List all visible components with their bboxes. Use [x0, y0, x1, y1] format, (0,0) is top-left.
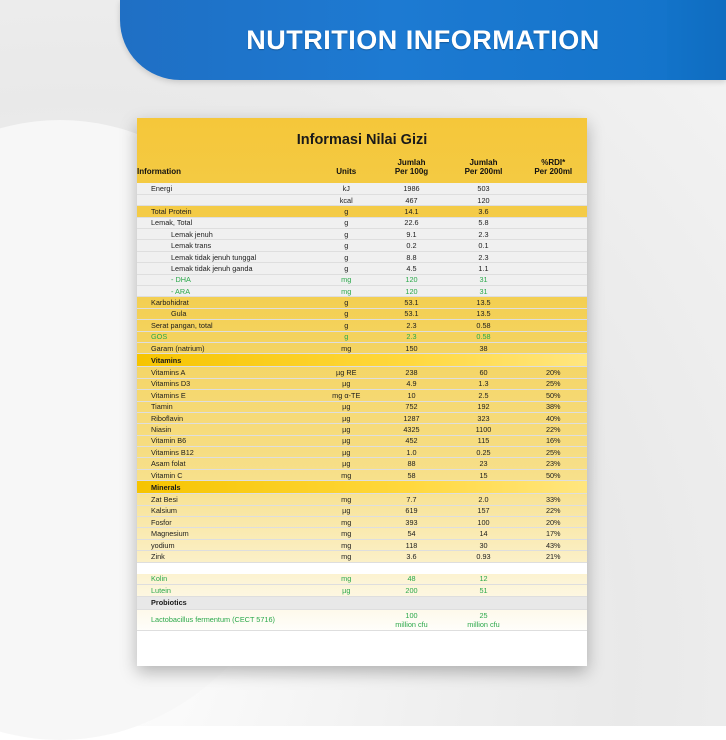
- nutrition-card-top: [137, 118, 587, 637]
- cell-rdi: [520, 240, 588, 251]
- cell-per-200ml: 120: [448, 194, 520, 205]
- cell-information: [137, 194, 317, 205]
- cell-per-200ml: 0.1: [448, 240, 520, 251]
- table-row: [137, 217, 587, 228]
- cell-per-200ml: 38: [448, 342, 520, 353]
- table-row: [137, 574, 587, 585]
- cell-per-100g: 100 million cfu: [376, 609, 448, 630]
- table-row: [137, 469, 587, 480]
- cell-per-100g: 14.1: [376, 206, 448, 217]
- cell-per-200ml: 0.93: [448, 551, 520, 562]
- cell-units: g: [317, 251, 376, 262]
- column-header-per-200ml-line2: Per 200ml: [464, 167, 503, 176]
- table-row: [137, 424, 587, 435]
- header-banner: [120, 0, 726, 80]
- column-header-rdi: [520, 156, 588, 183]
- cell-per-200ml: 13.5: [448, 297, 520, 308]
- cell-rdi: 23%: [520, 458, 588, 469]
- cell-rdi: 16%: [520, 435, 588, 446]
- cell-rdi: [520, 274, 588, 285]
- cell-information: Vitamin C: [137, 469, 317, 480]
- table-row: [137, 229, 587, 240]
- nutrition-table: [137, 156, 587, 631]
- table-row: [137, 435, 587, 446]
- cell-units: g: [317, 206, 376, 217]
- cell-information: Kalsium: [137, 505, 317, 516]
- cell-units: mg α-TE: [317, 390, 376, 401]
- cell-units: mg: [317, 342, 376, 353]
- cell-information: Zink: [137, 551, 317, 562]
- cell-per-200ml: 503: [448, 183, 520, 194]
- cell-rdi: 17%: [520, 528, 588, 539]
- section-probiotics: [137, 596, 587, 609]
- cell-per-200ml: 12: [448, 574, 520, 585]
- table-row: [137, 528, 587, 539]
- cell-per-200ml: 31: [448, 286, 520, 297]
- cell-rdi: [520, 206, 588, 217]
- table-row: [137, 274, 587, 285]
- section-label: Minerals: [137, 481, 587, 494]
- cell-per-100g: 4.5: [376, 263, 448, 274]
- table-row: [137, 297, 587, 308]
- cell-information: Gula: [137, 308, 317, 319]
- column-header-per-100g-line1: Jumlah: [397, 158, 426, 167]
- cell-units: µg RE: [317, 367, 376, 378]
- cell-units: mg: [317, 469, 376, 480]
- cell-per-100g: 4325: [376, 424, 448, 435]
- table-row: [137, 447, 587, 458]
- cell-units: µg: [317, 412, 376, 423]
- cell-per-200ml: 1.1: [448, 263, 520, 274]
- cell-rdi: 50%: [520, 390, 588, 401]
- cell-per-100g: 8.8: [376, 251, 448, 262]
- cell-per-200ml: 15: [448, 469, 520, 480]
- table-row: [137, 194, 587, 205]
- cell-rdi: 25%: [520, 378, 588, 389]
- cell-units: mg: [317, 551, 376, 562]
- cell-rdi: [520, 286, 588, 297]
- cell-units: mg: [317, 494, 376, 505]
- cell-units: g: [317, 263, 376, 274]
- column-header-per-200ml-line1: Jumlah: [469, 158, 498, 167]
- cell-per-100g: 1.0: [376, 447, 448, 458]
- cell-information: yodium: [137, 539, 317, 550]
- cell-per-100g: 58: [376, 469, 448, 480]
- cell-information: Asam folat: [137, 458, 317, 469]
- cell-per-200ml: 0.58: [448, 331, 520, 342]
- cell-per-100g: 467: [376, 194, 448, 205]
- cell-per-200ml: 23: [448, 458, 520, 469]
- cell-rdi: [520, 585, 588, 596]
- cell-per-100g: 619: [376, 505, 448, 516]
- cell-rdi: [520, 217, 588, 228]
- cell-units: kJ: [317, 183, 376, 194]
- cell-units: µg: [317, 447, 376, 458]
- cell-units: g: [317, 240, 376, 251]
- cell-information: Vitamins B12: [137, 447, 317, 458]
- cell-information: Riboflavin: [137, 412, 317, 423]
- cell-per-200ml: 2.5: [448, 390, 520, 401]
- section-vitamins: [137, 354, 587, 367]
- cell-rdi: 38%: [520, 401, 588, 412]
- cell-rdi: [520, 342, 588, 353]
- cell-information: Fosfor: [137, 517, 317, 528]
- table-row: [137, 286, 587, 297]
- column-header-per-200ml: [448, 156, 520, 183]
- cell-information: Karbohidrat: [137, 297, 317, 308]
- cell-per-100g: 393: [376, 517, 448, 528]
- cell-information: GOS: [137, 331, 317, 342]
- cell-information: Serat pangan, total: [137, 320, 317, 331]
- cell-units: µg: [317, 435, 376, 446]
- cell-units: g: [317, 308, 376, 319]
- cell-per-100g: 3.6: [376, 551, 448, 562]
- cell-information: - DHA: [137, 274, 317, 285]
- table-row: [137, 308, 587, 319]
- cell-per-100g: 752: [376, 401, 448, 412]
- cell-information: Vitamin B6: [137, 435, 317, 446]
- column-header-per-100g: [376, 156, 448, 183]
- section-label: Probiotics: [137, 596, 587, 609]
- cell-per-100g: 53.1: [376, 308, 448, 319]
- nutrition-table-title: Informasi Nilai Gizi: [296, 132, 428, 148]
- cell-rdi: [520, 331, 588, 342]
- cell-information: Lutein: [137, 585, 317, 596]
- column-header-per-100g-line2: Per 100g: [394, 167, 429, 176]
- cell-per-200ml: 51: [448, 585, 520, 596]
- cell-rdi: 40%: [520, 412, 588, 423]
- table-row: [137, 517, 587, 528]
- cell-rdi: [520, 320, 588, 331]
- cell-units: g: [317, 331, 376, 342]
- cell-per-100g: 10: [376, 390, 448, 401]
- cell-per-200ml: 14: [448, 528, 520, 539]
- cell-per-100g: 4.9: [376, 378, 448, 389]
- column-header-units: Units: [336, 167, 357, 176]
- table-row: [137, 320, 587, 331]
- cell-rdi: 22%: [520, 424, 588, 435]
- section-minerals: [137, 481, 587, 494]
- cell-rdi: [520, 609, 588, 630]
- nutrition-card: [137, 118, 587, 666]
- cell-per-200ml: 1100: [448, 424, 520, 435]
- cell-rdi: [520, 194, 588, 205]
- cell-per-200ml: 2.3: [448, 229, 520, 240]
- cell-information: Lemak, Total: [137, 217, 317, 228]
- cell-rdi: 20%: [520, 517, 588, 528]
- cell-rdi: 21%: [520, 551, 588, 562]
- cell-information: - ARA: [137, 286, 317, 297]
- cell-rdi: 43%: [520, 539, 588, 550]
- cell-information: Vitamins A: [137, 367, 317, 378]
- table-row: [137, 412, 587, 423]
- cell-rdi: [520, 308, 588, 319]
- cell-per-100g: 120: [376, 286, 448, 297]
- cell-units: g: [317, 320, 376, 331]
- cell-per-200ml: 100: [448, 517, 520, 528]
- table-row: [137, 367, 587, 378]
- cell-per-200ml: 1.3: [448, 378, 520, 389]
- cell-per-100g: 88: [376, 458, 448, 469]
- cell-per-200ml: 0.25: [448, 447, 520, 458]
- cell-information: Total Protein: [137, 206, 317, 217]
- cell-per-100g: 150: [376, 342, 448, 353]
- cell-units: kcal: [317, 194, 376, 205]
- cell-information: Vitamins E: [137, 390, 317, 401]
- cell-units: mg: [317, 517, 376, 528]
- cell-per-200ml: 5.8: [448, 217, 520, 228]
- table-row: [137, 551, 587, 562]
- table-row: [137, 390, 587, 401]
- cell-units: g: [317, 297, 376, 308]
- cell-information: Magnesium: [137, 528, 317, 539]
- cell-per-200ml: 157: [448, 505, 520, 516]
- cell-units: mg: [317, 539, 376, 550]
- column-header-rdi-line1: %RDI*: [541, 158, 566, 167]
- cell-rdi: [520, 229, 588, 240]
- table-row: [137, 206, 587, 217]
- table-row: [137, 378, 587, 389]
- cell-information: Garam (natrium): [137, 342, 317, 353]
- cell-information: Lactobacillus fermentum (CECT 5716): [137, 609, 317, 630]
- table-row: [137, 183, 587, 194]
- table-row: [137, 505, 587, 516]
- cell-units: µg: [317, 424, 376, 435]
- table-row: [137, 251, 587, 262]
- cell-information: Zat Besi: [137, 494, 317, 505]
- cell-per-100g: 0.2: [376, 240, 448, 251]
- table-header-row: [137, 156, 587, 183]
- cell-per-200ml: 323: [448, 412, 520, 423]
- cell-information: Tiamin: [137, 401, 317, 412]
- column-header-information: Information: [137, 167, 181, 176]
- table-row: [137, 609, 587, 630]
- cell-information: Niasin: [137, 424, 317, 435]
- table-row: [137, 263, 587, 274]
- cell-per-100g: 22.6: [376, 217, 448, 228]
- cell-information: Lemak trans: [137, 240, 317, 251]
- cell-per-200ml: 30: [448, 539, 520, 550]
- cell-per-100g: 2.3: [376, 331, 448, 342]
- table-row: [137, 240, 587, 251]
- cell-per-100g: 200: [376, 585, 448, 596]
- cell-units: g: [317, 217, 376, 228]
- cell-per-100g: 120: [376, 274, 448, 285]
- table-row: [137, 539, 587, 550]
- cell-per-200ml: 13.5: [448, 308, 520, 319]
- cell-per-100g: 1287: [376, 412, 448, 423]
- cell-per-100g: 2.3: [376, 320, 448, 331]
- cell-units: [317, 609, 376, 630]
- cell-per-100g: 1986: [376, 183, 448, 194]
- cell-per-200ml: 25 million cfu: [448, 609, 520, 630]
- cell-per-100g: 9.1: [376, 229, 448, 240]
- cell-per-200ml: 3.6: [448, 206, 520, 217]
- cell-information: Vitamins D3: [137, 378, 317, 389]
- table-body: [137, 183, 587, 630]
- table-row: [137, 585, 587, 596]
- cell-information: Lemak tidak jenuh tunggal: [137, 251, 317, 262]
- cell-units: mg: [317, 274, 376, 285]
- cell-per-200ml: 31: [448, 274, 520, 285]
- cell-rdi: 25%: [520, 447, 588, 458]
- cell-information: Lemak tidak jenuh ganda: [137, 263, 317, 274]
- spacer-row: [137, 562, 587, 573]
- table-row: [137, 331, 587, 342]
- column-header-rdi-line2: Per 200ml: [534, 167, 573, 176]
- cell-per-200ml: 192: [448, 401, 520, 412]
- table-row: [137, 342, 587, 353]
- cell-rdi: 22%: [520, 505, 588, 516]
- cell-per-200ml: 2.0: [448, 494, 520, 505]
- section-label: Vitamins: [137, 354, 587, 367]
- cell-units: µg: [317, 505, 376, 516]
- cell-rdi: [520, 574, 588, 585]
- cell-per-100g: 238: [376, 367, 448, 378]
- cell-per-100g: 54: [376, 528, 448, 539]
- cell-per-100g: 48: [376, 574, 448, 585]
- cell-per-200ml: 60: [448, 367, 520, 378]
- cell-rdi: [520, 251, 588, 262]
- card-bottom-pad: [137, 631, 587, 637]
- cell-rdi: [520, 297, 588, 308]
- cell-per-100g: 53.1: [376, 297, 448, 308]
- spacer-cell: [137, 562, 587, 573]
- cell-units: µg: [317, 458, 376, 469]
- cell-units: mg: [317, 286, 376, 297]
- table-row: [137, 494, 587, 505]
- table-row: [137, 458, 587, 469]
- cell-rdi: 20%: [520, 367, 588, 378]
- cell-per-200ml: 115: [448, 435, 520, 446]
- cell-per-200ml: 2.3: [448, 251, 520, 262]
- cell-units: µg: [317, 585, 376, 596]
- cell-information: Energi: [137, 183, 317, 194]
- cell-units: µg: [317, 378, 376, 389]
- table-row: [137, 401, 587, 412]
- cell-per-100g: 452: [376, 435, 448, 446]
- cell-rdi: [520, 263, 588, 274]
- page-title: NUTRITION INFORMATION: [246, 24, 600, 55]
- cell-units: µg: [317, 401, 376, 412]
- cell-units: mg: [317, 528, 376, 539]
- cell-rdi: [520, 183, 588, 194]
- cell-information: Kolin: [137, 574, 317, 585]
- cell-per-100g: 7.7: [376, 494, 448, 505]
- cell-units: g: [317, 229, 376, 240]
- cell-units: mg: [317, 574, 376, 585]
- cell-information: Lemak jenuh: [137, 229, 317, 240]
- cell-rdi: 50%: [520, 469, 588, 480]
- cell-rdi: 33%: [520, 494, 588, 505]
- cell-per-100g: 118: [376, 539, 448, 550]
- cell-per-200ml: 0.58: [448, 320, 520, 331]
